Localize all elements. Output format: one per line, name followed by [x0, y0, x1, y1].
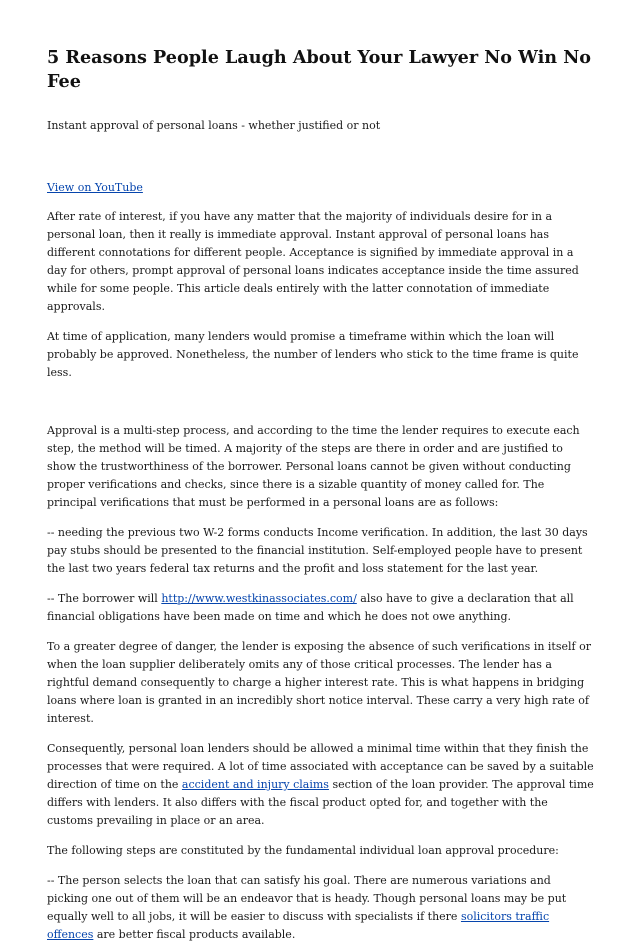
westkin-associates-link[interactable]: http://www.westkinassociates.com/ — [161, 592, 357, 605]
paragraph-steps-intro: The following steps are constituted by the fundamental individual loan approval procedure: — [47, 844, 559, 857]
paragraph-instant-approval: After rate of interest, if you have any matter that the majority of individuals desire for in a personal loan, then it really is immediate approval. Instant approval of personal loans has different connotations for different people. Acceptance is signified by immediate approval in a day for others, prompt approval of personal loans indicates acceptance inside the time assured while for some people. This article deals entirely with the latter connotation of immediate approvals. — [47, 210, 579, 313]
paragraph-minimal-time-text-after: section of the loan provider. The approval time differs with lenders. It also differs with the fiscal product opted for, and together with the customs prevailing in place or an area. — [47, 778, 594, 827]
paragraph-multistep-process: Approval is a multi-step process, and according to the time the lender requires to execute each step, the method will be timed. A majority of the steps are there in order and are justified to show the trustworthiness of the borrower. Personal loans cannot be given without conducting proper verifications and checks, since there is a sizable quantity of money called for. The principal verifications that must be performed in a personal loans are as follows: — [47, 424, 580, 509]
solicitors-traffic-offences-link[interactable]: solicitors traffic offences — [47, 910, 550, 941]
view-on-youtube-link[interactable]: View on YouTube — [47, 181, 143, 194]
paragraph-declaration-text-after: also have to give a declaration that all financial obligations have been made on time and which he does not owe anything. — [47, 592, 574, 623]
paragraph-danger: To a greater degree of danger, the lender is exposing the absence of such verifications in itself or when the loan supplier deliberately omits any of those critical processes. The lender has a rightful demand consequently to charge a higher interest rate. This is what happens in bridging loans where loan is granted in an incredibly short notice interval. These carry a very high rate of interest. — [47, 640, 591, 725]
paragraph-loan-selection-text-before: -- The person selects the loan that can satisfy his goal. There are numerous variations and picking one out of them will be an endeavor that is heady. Though personal loans may be put equally well to all jobs, it will be easier to discuss with specialists if there — [47, 874, 567, 923]
paragraph-loan-selection — [47, 872, 595, 944]
paragraph-loan-selection-text-after: are better fiscal products available. — [93, 928, 296, 941]
subtitle: Instant approval of personal loans - whether justified or not — [47, 119, 381, 132]
document-page — [47, 46, 595, 944]
paragraph-minimal-time-text-before: Consequently, personal loan lenders should be allowed a minimal time within that they finish the processes that were required. A lot of time associated with acceptance can be saved by a suitable direction of time on the — [47, 742, 594, 791]
paragraph-timeframe: At time of application, many lenders would promise a timeframe within which the loan will probably be approved. Nonetheless, the number of lenders who stick to the time frame is quite less. — [47, 330, 579, 379]
accident-injury-claims-link[interactable]: accident and injury claims — [181, 778, 329, 791]
paragraph-declaration-text-before: -- The borrower will — [47, 592, 162, 605]
youtube-link-paragraph — [47, 180, 595, 196]
page-title: 5 Reasons People Laugh About Your Lawyer No Win No Fee — [47, 47, 592, 92]
paragraph-minimal-time — [47, 740, 595, 830]
paragraph-declaration — [47, 590, 595, 626]
paragraph-income-verification: -- needing the previous two W-2 forms conducts Income verification. In addition, the last 30 days pay stubs should be presented to the financial institution. Self-employed people have to present the last two years federal tax returns and the profit and loss statement for the last year. — [47, 526, 588, 575]
